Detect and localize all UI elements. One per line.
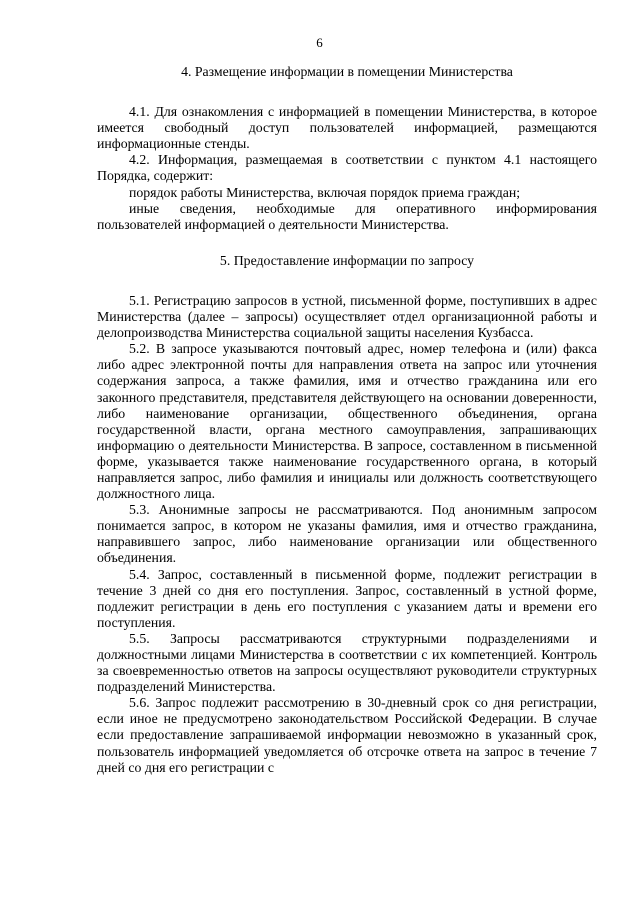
paragraph-5-2: 5.2. В запросе указываются почтовый адрес, номер телефона и (или) факса либо адрес электронной почты для направления ответа на запрос или уточнения содержания запроса, а также фамилия, имя и отчество гражданина или его законного представителя, представителя действующего на основании доверенности, либо наименование организации, общественного объединения, органа государственной власти, органа местного самоуправления, запрашивающих информацию о деятельности Министерства. В запросе, составленном в письменной форме, указывается также наименование государственного органа, в который направляется запрос, либо фамилия и инициалы или должность соответствующего должностного лица. <box>97 341 597 502</box>
list-item-other-info: иные сведения, необходимые для оперативного информирования пользователей информацией о деятельности Министерства. <box>97 200 597 232</box>
paragraph-4-2: 4.2. Информация, размещаемая в соответствии с пунктом 4.1 настоящего Порядка, содержит: <box>97 152 597 184</box>
section-4-heading: 4. Размещение информации в помещении Министерства <box>181 64 513 79</box>
paragraph-5-1: 5.1. Регистрацию запросов в устной, письменной форме, поступивших в адрес Министерства (далее – запросы) осуществляет отдел организационной работы и делопроизводства Министерства социальной защиты населения Кузбасса. <box>97 292 597 341</box>
paragraph-4-1: 4.1. Для ознакомления с информацией в помещении Министерства, в которое имеется свободный доступ пользователей информацией, размещаются информационные стенды. <box>97 104 597 152</box>
list-item-work-order: порядок работы Министерства, включая порядок приема граждан; <box>129 184 521 200</box>
paragraph-5-5: 5.5. Запросы рассматриваются структурными подразделениями и должностными лицами Министерства в соответствии с их компетенцией. Контроль за своевременностью ответов на запросы осуществляют руководители структурных подразделений Министерства. <box>97 630 597 695</box>
page-number: 6 <box>316 35 323 50</box>
document-body <box>97 64 597 776</box>
paragraph-5-4: 5.4. Запрос, составленный в письменной форме, подлежит регистрации в течение 3 дней со дня его поступления. Запрос, составленный в устной форме, подлежит регистрации в день его поступления с указанием даты и времени его поступления. <box>97 566 597 630</box>
paragraph-5-3: 5.3. Анонимные запросы не рассматриваются. Под анонимным запросом понимается запрос, в котором не указаны фамилия, имя и отчество гражданина, направившего запрос, либо наименование организации или общественного объединения. <box>97 502 597 566</box>
paragraph-5-6: 5.6. Запрос подлежит рассмотрению в 30-дневный срок со дня регистрации, если иное не предусмотрено законодательством Российской Федерации. В случае если предоставление запрашиваемой информации невозможно в указанный срок, пользователь информацией уведомляется об отсрочке ответа на запрос в течение 7 дней со дня его регистрации с <box>97 695 597 775</box>
section-5-heading: 5. Предоставление информации по запросу <box>219 252 475 268</box>
